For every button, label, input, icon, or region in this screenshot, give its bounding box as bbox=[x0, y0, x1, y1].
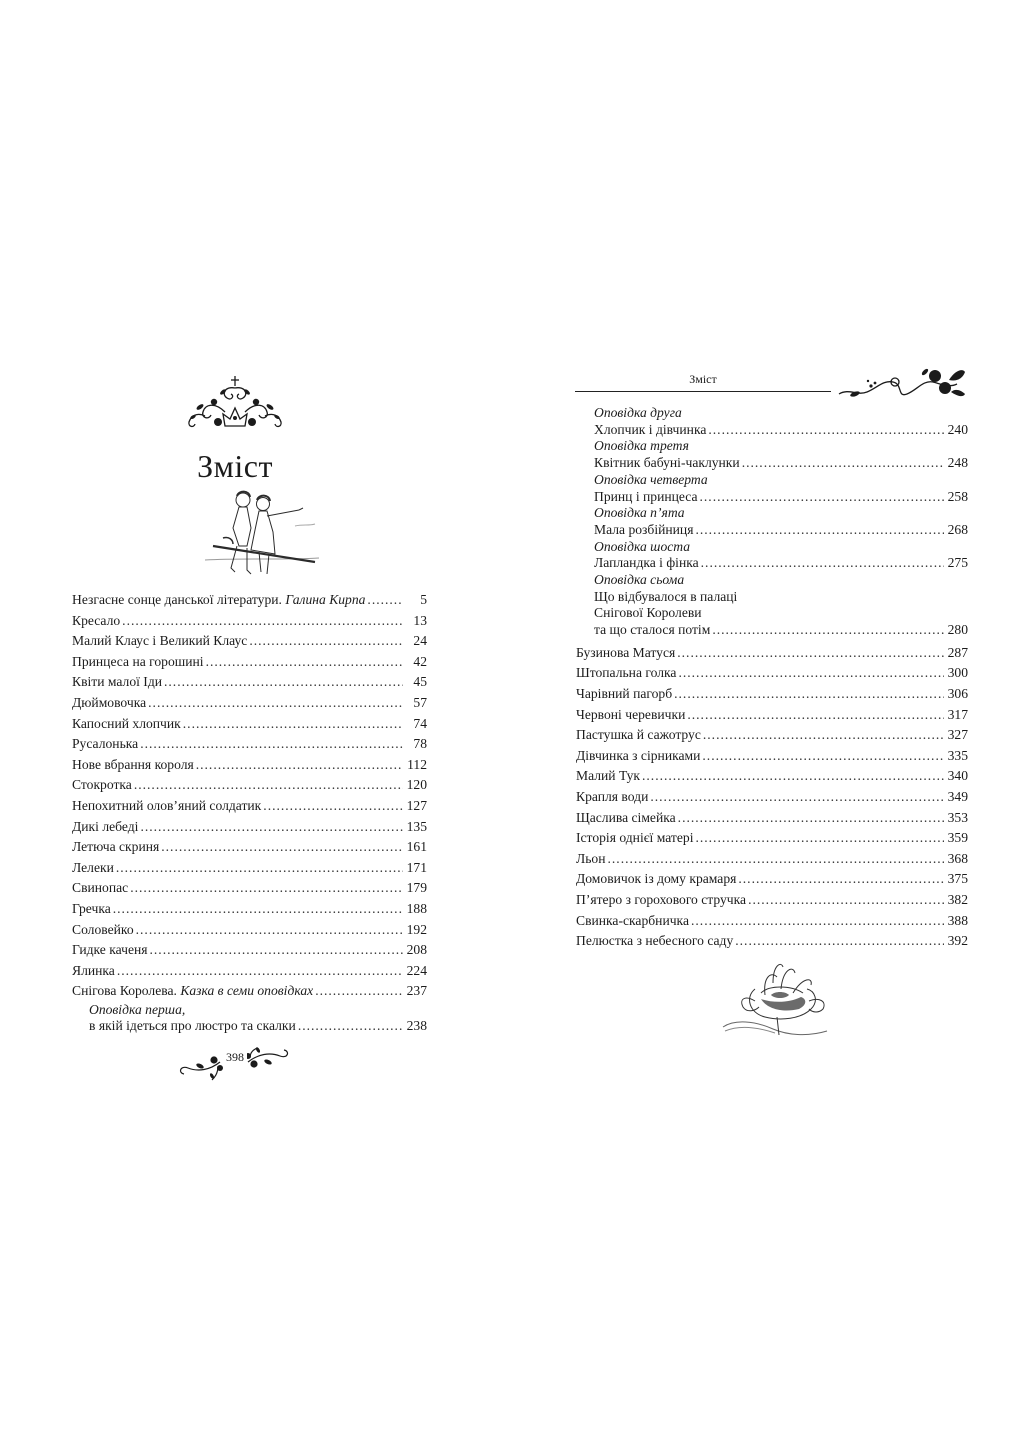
toc-entry-title: Щаслива сімейка bbox=[576, 809, 676, 825]
toc-entry-title: Лелеки bbox=[72, 859, 114, 875]
dot-leader bbox=[136, 920, 403, 941]
toc-entry-title: Ялинка bbox=[72, 962, 115, 978]
left-page bbox=[0, 0, 517, 1440]
toc-entry[interactable] bbox=[72, 899, 427, 920]
toc-entry[interactable] bbox=[576, 808, 968, 829]
toc-entry-title: Історія однієї матері bbox=[576, 830, 694, 846]
toc-entry[interactable] bbox=[576, 828, 968, 849]
toc-entry-page: 300 bbox=[947, 665, 968, 681]
toc-entry[interactable] bbox=[576, 746, 968, 767]
toc-subentry-page: 248 bbox=[947, 455, 968, 471]
toc-entry-title: П’ятеро з горохового стручка bbox=[576, 891, 747, 907]
dot-leader bbox=[700, 489, 944, 506]
toc-entry[interactable] bbox=[72, 755, 427, 776]
dot-leader bbox=[608, 849, 945, 870]
toc-entry-title: Русалонька bbox=[72, 736, 139, 752]
children-riding-broom-illustration-icon bbox=[203, 488, 321, 580]
dot-leader bbox=[113, 899, 403, 920]
toc-subentry-line bbox=[576, 589, 968, 606]
dot-leader bbox=[642, 766, 944, 787]
dot-leader bbox=[140, 734, 403, 755]
dot-leader bbox=[122, 611, 403, 632]
toc-subentry[interactable] bbox=[576, 522, 968, 539]
page-title: Зміст bbox=[197, 448, 273, 484]
toc-entry-page: 340 bbox=[947, 768, 968, 784]
toc-subentry-title: Лапландка і фінка bbox=[594, 555, 699, 571]
toc-entry-subtitle: Казка в семи оповідках bbox=[180, 983, 314, 999]
toc-subentry-label bbox=[576, 572, 968, 589]
toc-entry[interactable] bbox=[72, 714, 427, 735]
subentry-label-text: Оповідка третя bbox=[594, 438, 689, 454]
dot-leader bbox=[678, 663, 944, 684]
toc-subentry[interactable] bbox=[576, 555, 968, 572]
header-rule bbox=[575, 391, 831, 392]
toc-entry-title: Капосний хлопчик bbox=[72, 715, 181, 731]
toc-entry-title: Нове вбрання короля bbox=[72, 756, 194, 772]
toc-entry[interactable] bbox=[576, 849, 968, 870]
toc-entry-page: 112 bbox=[407, 756, 427, 772]
toc-entry-title: Дівчинка з сірниками bbox=[576, 747, 701, 763]
toc-entry[interactable] bbox=[72, 878, 427, 899]
dot-leader bbox=[742, 455, 944, 472]
toc-entry[interactable] bbox=[576, 890, 968, 911]
toc-entry[interactable] bbox=[576, 643, 968, 664]
toc-subentry-label bbox=[72, 1002, 427, 1018]
toc-entry-title: Стокротка bbox=[72, 777, 132, 793]
toc-entry-snow-queen[interactable] bbox=[72, 981, 427, 1002]
dot-leader bbox=[148, 693, 403, 714]
toc-entry-page: 349 bbox=[947, 789, 968, 804]
toc-entry-page: 179 bbox=[406, 880, 427, 896]
toc-entry[interactable] bbox=[72, 817, 427, 838]
toc-entry-title: Свинка-скарбничка bbox=[576, 912, 689, 928]
toc-entry-page: 368 bbox=[947, 850, 968, 866]
toc-entry-page: 13 bbox=[413, 612, 427, 628]
toc-subentry-page: 275 bbox=[947, 555, 968, 571]
dot-leader bbox=[196, 755, 403, 776]
table-of-contents-left bbox=[72, 590, 427, 1033]
toc-entry[interactable] bbox=[576, 705, 968, 726]
running-head: Зміст bbox=[689, 372, 717, 386]
dot-leader bbox=[130, 878, 403, 899]
toc-subentry-title: Мала розбійниця bbox=[594, 521, 694, 537]
toc-entry-title: Дюймовочка bbox=[72, 694, 147, 710]
toc-entry-page: 208 bbox=[406, 942, 427, 958]
toc-subentry-title: та що сталося потім bbox=[594, 622, 711, 638]
dot-leader bbox=[183, 714, 403, 735]
toc-entry-title: Кресало bbox=[72, 612, 121, 628]
subentry-label-text: Оповідка сьома bbox=[594, 572, 685, 588]
toc-entry-page: 57 bbox=[413, 694, 427, 710]
rose-vine-ornament-icon bbox=[837, 366, 967, 402]
toc-subentry[interactable] bbox=[576, 422, 968, 439]
dot-leader bbox=[315, 981, 403, 1002]
toc-entry-page: 359 bbox=[947, 830, 968, 846]
dot-leader bbox=[298, 1018, 403, 1034]
toc-entry-page: 78 bbox=[413, 736, 427, 752]
toc-entry-page: 306 bbox=[947, 686, 968, 702]
dot-leader bbox=[367, 590, 403, 611]
toc-entry-page: 161 bbox=[406, 839, 427, 855]
toc-entry-title: Гидке каченя bbox=[72, 942, 148, 958]
toc-entry-page: 188 bbox=[406, 900, 427, 916]
toc-entry-title: Домовичок із дому крамаря bbox=[576, 871, 737, 887]
page-number: 398 bbox=[223, 1050, 247, 1065]
dot-leader bbox=[249, 631, 403, 652]
dot-leader bbox=[206, 652, 403, 673]
dot-leader bbox=[134, 775, 403, 796]
dot-leader bbox=[116, 858, 403, 879]
crown-floral-ornament-icon bbox=[185, 372, 285, 434]
dot-leader bbox=[748, 890, 944, 911]
toc-entry-title: Гречка bbox=[72, 900, 111, 916]
toc-entry-title: Летюча скриня bbox=[72, 839, 160, 855]
toc-entry-title: Незгасне сонце данської літератури. bbox=[72, 592, 282, 607]
toc-subentry-page: 268 bbox=[947, 521, 968, 537]
toc-entry-title: Чарівний пагорб bbox=[576, 686, 673, 702]
toc-subentry-label bbox=[576, 539, 968, 556]
toc-entry[interactable] bbox=[576, 663, 968, 684]
toc-subentry-label bbox=[576, 438, 968, 455]
dot-leader bbox=[695, 828, 944, 849]
toc-entry-page: 127 bbox=[406, 797, 427, 813]
toc-entry-title: Дикі лебеді bbox=[72, 818, 139, 834]
dot-leader bbox=[702, 746, 944, 767]
dot-leader bbox=[712, 622, 944, 639]
toc-subentry-title: в якій ідеться про люстро та скалки bbox=[89, 1017, 296, 1033]
dot-leader bbox=[703, 725, 944, 746]
subentry-label-text: Оповідка п’ята bbox=[594, 505, 685, 521]
subentry-label-text: Оповідка четверта bbox=[594, 471, 708, 487]
toc-entry[interactable] bbox=[72, 611, 427, 632]
toc-entry-page: 135 bbox=[406, 818, 427, 834]
toc-entry[interactable] bbox=[72, 693, 427, 714]
toc-entry-page: 120 bbox=[406, 777, 427, 793]
toc-subentry[interactable] bbox=[576, 489, 968, 506]
toc-entry-page: 388 bbox=[947, 912, 968, 928]
toc-subentry-title-line: Що відбувалося в палаці bbox=[594, 588, 738, 604]
dot-leader bbox=[140, 817, 403, 838]
toc-entry[interactable] bbox=[72, 837, 427, 858]
toc-entry-title: Червоні черевички bbox=[576, 706, 686, 722]
toc-entry-author: Галина Кирпа bbox=[285, 592, 366, 607]
toc-subentry-page: 280 bbox=[947, 622, 968, 638]
dot-leader bbox=[691, 911, 944, 932]
toc-entry[interactable] bbox=[72, 920, 427, 941]
toc-entry-page: 237 bbox=[406, 983, 427, 999]
toc-entry-page: 382 bbox=[947, 891, 968, 907]
toc-subentry-label bbox=[576, 472, 968, 489]
toc-entry[interactable] bbox=[576, 684, 968, 705]
dot-leader bbox=[674, 684, 944, 705]
toc-entry[interactable] bbox=[72, 590, 427, 611]
dot-leader bbox=[687, 705, 944, 726]
toc-entry-page: 327 bbox=[947, 727, 968, 743]
toc-entry[interactable] bbox=[72, 796, 427, 817]
toc-entry-title: Крапля води bbox=[576, 789, 649, 804]
toc-entry[interactable] bbox=[72, 775, 427, 796]
toc-entry-page: 74 bbox=[413, 715, 427, 731]
toc-subentry[interactable] bbox=[576, 622, 968, 639]
toc-entry-page: 42 bbox=[413, 653, 427, 669]
toc-entry-page: 224 bbox=[406, 962, 427, 978]
toc-entry-title: Льон bbox=[576, 850, 606, 866]
toc-entry[interactable] bbox=[72, 652, 427, 673]
toc-entry-page: 335 bbox=[947, 747, 968, 763]
toc-entry-title: Бузинова Матуся bbox=[576, 644, 676, 660]
toc-entry-page: 392 bbox=[947, 933, 968, 949]
dot-leader bbox=[678, 808, 944, 829]
toc-subentry-title-line: Снігової Королеви bbox=[594, 605, 702, 621]
toc-subentry-title: Квітник бабуні-чаклунки bbox=[594, 455, 740, 471]
toc-entry-title: Пелюстка з небесного саду bbox=[576, 933, 734, 949]
dot-leader bbox=[650, 787, 944, 808]
toc-subentry-title: Принц і принцеса bbox=[594, 488, 698, 504]
toc-entry[interactable] bbox=[576, 911, 968, 932]
toc-entry-title: Малий Тук bbox=[576, 768, 640, 784]
flower-illustration-icon bbox=[715, 955, 845, 1045]
toc-entry-title: Квіти малої Іди bbox=[72, 674, 163, 690]
toc-entry-page: 317 bbox=[947, 706, 968, 722]
subentry-label-text: Оповідка друга bbox=[594, 405, 682, 420]
subentry-label-text: Оповідка перша, bbox=[89, 1001, 186, 1017]
toc-entry-page: 375 bbox=[947, 871, 968, 887]
toc-entry-title: Снігова Королева. bbox=[72, 983, 177, 999]
toc-entry-title: Свинопас bbox=[72, 880, 129, 896]
toc-entry[interactable] bbox=[72, 631, 427, 652]
toc-entry-page: 24 bbox=[413, 633, 427, 649]
toc-entry[interactable] bbox=[576, 787, 968, 808]
toc-subentry-page: 258 bbox=[947, 488, 968, 504]
dot-leader bbox=[117, 961, 403, 982]
toc-entry-title: Непохитний олов’яний солдатик bbox=[72, 797, 262, 813]
toc-subentry-page: 240 bbox=[947, 421, 968, 437]
dot-leader bbox=[735, 931, 944, 952]
dot-leader bbox=[164, 672, 403, 693]
toc-subentry-page: 238 bbox=[406, 1017, 427, 1033]
dot-leader bbox=[150, 940, 403, 961]
toc-subentry-line bbox=[576, 605, 968, 622]
toc-entry[interactable] bbox=[72, 858, 427, 879]
table-of-contents-right bbox=[576, 405, 968, 952]
toc-entry[interactable] bbox=[576, 766, 968, 787]
dot-leader bbox=[677, 643, 944, 664]
toc-entry[interactable] bbox=[72, 672, 427, 693]
toc-entry-page: 5 bbox=[420, 592, 427, 607]
toc-entry-title: Принцеса на горошині bbox=[72, 653, 204, 669]
subentry-label-text: Оповідка шоста bbox=[594, 538, 691, 554]
dot-leader bbox=[738, 869, 944, 890]
dot-leader bbox=[708, 422, 944, 439]
right-page bbox=[517, 0, 1035, 1440]
toc-subentry-title: Хлопчик і дівчинка bbox=[594, 421, 707, 437]
toc-subentry[interactable] bbox=[72, 1018, 427, 1034]
toc-subentry-label bbox=[576, 405, 968, 422]
toc-entry[interactable] bbox=[576, 869, 968, 890]
toc-entry[interactable] bbox=[72, 961, 427, 982]
toc-entry-title: Штопальна голка bbox=[576, 665, 677, 681]
dot-leader bbox=[701, 555, 944, 572]
toc-subentry[interactable] bbox=[576, 455, 968, 472]
dot-leader bbox=[695, 522, 944, 539]
toc-entry-page: 353 bbox=[947, 809, 968, 825]
toc-subentry-label bbox=[576, 505, 968, 522]
toc-entry-page: 287 bbox=[947, 644, 968, 660]
toc-entry-page: 192 bbox=[406, 921, 427, 937]
toc-entry-title: Соловейко bbox=[72, 921, 134, 937]
toc-entry[interactable] bbox=[72, 734, 427, 755]
toc-entry-page: 171 bbox=[406, 859, 427, 875]
toc-entry-page: 45 bbox=[413, 674, 427, 690]
toc-entry[interactable] bbox=[576, 931, 968, 952]
toc-entry-title: Пастушка й сажотрус bbox=[576, 727, 701, 743]
toc-entry[interactable] bbox=[72, 940, 427, 961]
dot-leader bbox=[263, 796, 403, 817]
dot-leader bbox=[161, 837, 403, 858]
toc-entry[interactable] bbox=[576, 725, 968, 746]
toc-entry-title: Малий Клаус і Великий Клаус bbox=[72, 633, 248, 649]
